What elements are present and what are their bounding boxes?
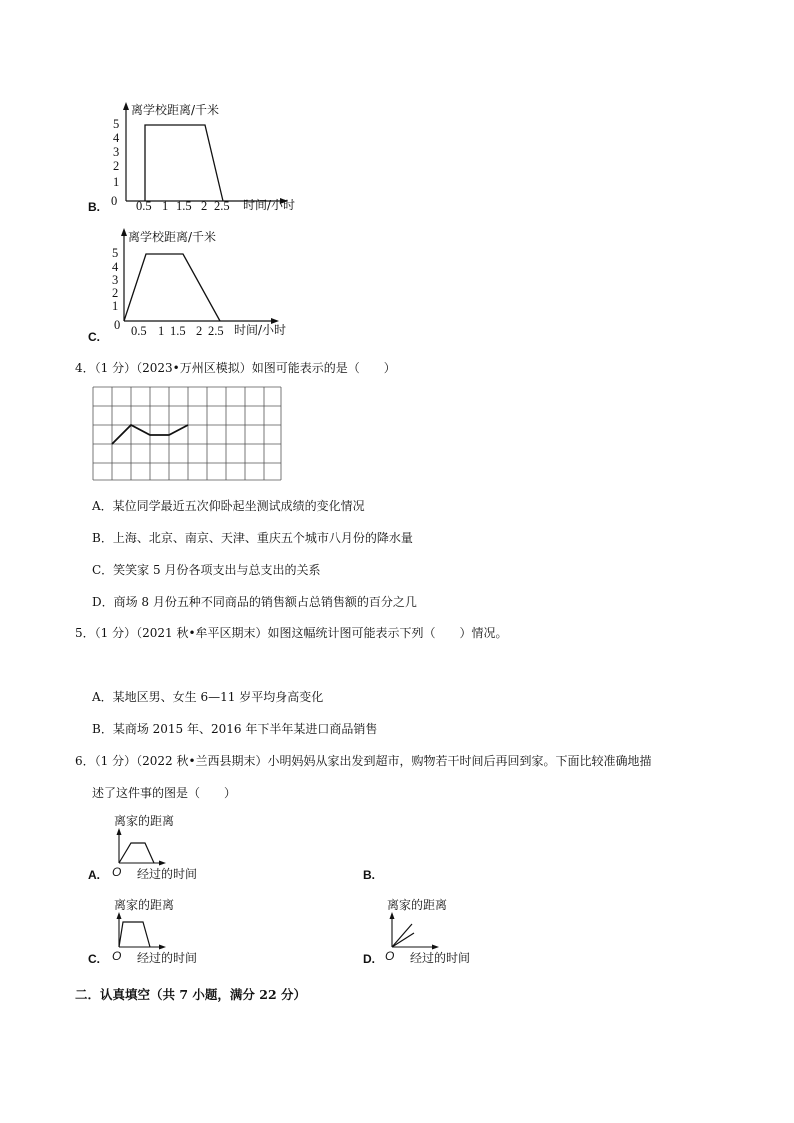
option-letter-c: C. <box>88 952 100 966</box>
x-ticks <box>131 324 224 338</box>
graph-c6 <box>88 892 248 970</box>
x-tick-1.5: 1.5 <box>176 199 192 213</box>
option-letter-b: B. <box>88 200 100 214</box>
graph-a <box>88 808 248 886</box>
x-axis-label: 经过的时间 <box>410 951 471 965</box>
y-axis-label: 离家的距离 <box>114 814 175 828</box>
x-tick-2.5: 2.5 <box>214 199 230 213</box>
y-axis-arrow <box>121 228 127 236</box>
y-axis-label: 离学校距离/千米 <box>131 103 220 117</box>
x-tick-2: 2 <box>201 199 208 213</box>
x-tick-1.5: 1.5 <box>170 324 186 338</box>
graph-c <box>88 226 318 346</box>
y-tick-5: 5 <box>112 246 119 260</box>
distance-line <box>119 922 150 947</box>
graph-b <box>88 100 318 220</box>
y-axis-label: 离家的距离 <box>114 898 175 912</box>
q6-option-b <box>363 866 403 886</box>
y-tick-1: 1 <box>113 175 120 189</box>
option-letter-c: C. <box>88 330 100 344</box>
distance-line <box>119 843 154 863</box>
x-tick-1: 1 <box>158 324 165 338</box>
q6-option-a <box>88 808 248 886</box>
q6-stem-line2: 述了这件事的图是（ ） <box>92 786 237 800</box>
y-tick-1: 1 <box>112 299 119 313</box>
y-tick-2: 2 <box>113 159 120 173</box>
section-2-heading: 二．认真填空（共 7 小题，满分 22 分） <box>75 987 307 1002</box>
x-tick-1: 1 <box>162 199 169 213</box>
q6-option-d <box>363 892 523 970</box>
q6-stem-line1: 6．（1 分）（2022 秋•兰西县期末）小明妈妈从家出发到超市，购物若干时间后再回到家。下面比较准确地描 <box>75 754 652 768</box>
q4-stem: 4．（1 分）（2023•万州区模拟）如图可能表示的是（ ） <box>75 361 396 375</box>
x-axis-label: 经过的时间 <box>137 951 198 965</box>
y-axis-label: 离家的距离 <box>387 898 448 912</box>
x-tick-2.5: 2.5 <box>208 324 224 338</box>
origin-label: O <box>385 949 395 963</box>
option-letter-b: B. <box>363 868 375 882</box>
origin-label: 0 <box>111 194 118 208</box>
x-tick-0.5: 0.5 <box>136 199 152 213</box>
q4-option-d: D．商场 8 月份五种不同商品的销售额占总销售额的百分之几 <box>92 595 417 609</box>
y-tick-3: 3 <box>112 273 119 287</box>
q5-option-b: B．某商场 2015 年、2016 年下半年某进口商品销售 <box>92 722 378 736</box>
peak-line <box>119 843 154 863</box>
y-tick-4: 4 <box>113 131 120 145</box>
x-axis-label: 时间/小时 <box>234 323 287 337</box>
option-letter-d: D. <box>363 952 375 966</box>
distance-line <box>124 254 220 321</box>
x-tick-2: 2 <box>196 324 203 338</box>
y-tick-5: 5 <box>113 117 120 131</box>
q4-option-b: B．上海、北京、南京、天津、重庆五个城市八月份的降水量 <box>92 531 413 545</box>
origin-label: O <box>112 865 122 879</box>
q3-option-b <box>88 100 318 220</box>
x-ticks <box>136 199 230 213</box>
y-tick-2: 2 <box>112 286 119 300</box>
y-tick-3: 3 <box>113 145 120 159</box>
q6-option-c <box>88 892 248 970</box>
q4-option-a: A．某位同学最近五次仰卧起坐测试成绩的变化情况 <box>92 499 365 513</box>
x-axis-label: 时间/小时 <box>243 198 296 212</box>
y-ticks <box>113 117 120 189</box>
q5-stem: 5．（1 分）（2021 秋•牟平区期末）如图这幅统计图可能表示下列（ ）情况。 <box>75 626 508 640</box>
distance-line <box>145 125 223 201</box>
option-letter-a: A. <box>88 868 100 882</box>
y-axis-label: 离学校距离/千米 <box>128 230 217 244</box>
x-tick-0.5: 0.5 <box>131 324 147 338</box>
q3-option-c <box>88 226 318 346</box>
q4-option-c: C．笑笑家 5 月份各项支出与总支出的关系 <box>92 563 321 577</box>
x-axis-label: 经过的时间 <box>137 867 198 881</box>
y-ticks <box>112 246 119 313</box>
y-tick-4: 4 <box>112 260 119 274</box>
q5-option-a: A．某地区男、女生 6—11 岁平均身高变化 <box>92 690 324 704</box>
y-axis-arrow <box>123 102 129 110</box>
q4-grid-chart <box>92 386 284 482</box>
graph-d6 <box>363 892 523 970</box>
grid <box>93 387 281 480</box>
origin-label: O <box>112 949 122 963</box>
origin-label: 0 <box>114 318 121 332</box>
